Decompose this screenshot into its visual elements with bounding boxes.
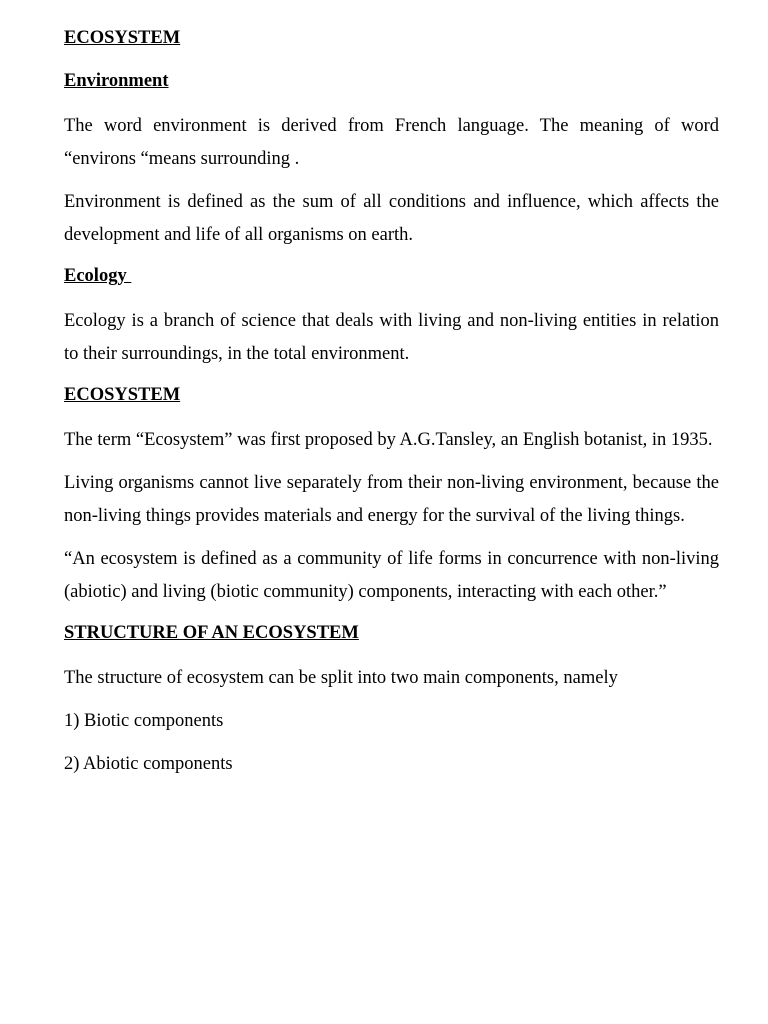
paragraph-living-organisms: Living organisms cannot live separately from their non-living environment, because the non-living things provides materials and energy for the survival of the living things. [64,473,719,526]
paragraph-ecology-definition: Ecology is a branch of science that deals with living and non-living entities in relation to their surroundings, in the total environment. [64,311,719,364]
section-heading-environment: Environment [64,71,169,91]
paragraph-structure-intro: The structure of ecosystem can be split into two main components, namely [64,668,618,688]
section-heading-ecology: Ecology [64,266,132,286]
document-page [64,24,719,791]
paragraph-environment-definition: Environment is defined as the sum of all conditions and influence, which affects the development and life of all organisms on earth. [64,192,719,245]
list-item-abiotic: 2) Abiotic components [64,754,233,774]
section-heading-structure: STRUCTURE OF AN ECOSYSTEM [64,623,359,643]
paragraph-environment-origin: The word environment is derived from French language. The meaning of word “environs “means surrounding . [64,116,719,169]
paragraph-ecosystem-term: The term “Ecosystem” was first proposed by A.G.Tansley, an English botanist, in 1935. [64,430,713,450]
section-heading-ecosystem-2: ECOSYSTEM [64,385,181,405]
list-item-biotic: 1) Biotic components [64,711,224,731]
paragraph-ecosystem-definition: “An ecosystem is defined as a community of life forms in concurrence with non-living (abiotic) and living (biotic community) components, interacting with each other.” [64,549,719,602]
section-heading-ecosystem: ECOSYSTEM [64,28,181,48]
